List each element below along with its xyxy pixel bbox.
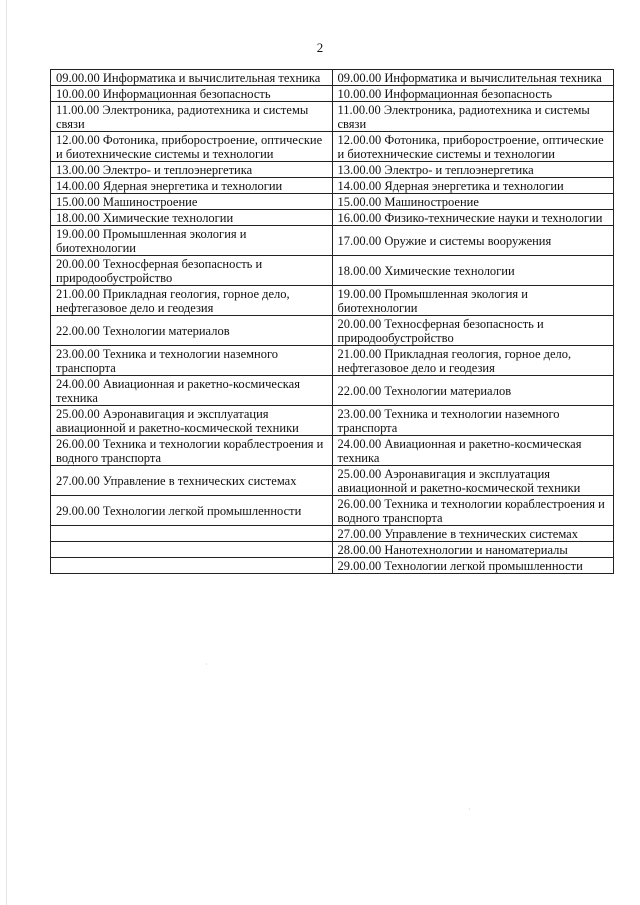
left-column-cell: 29.00.00 Технологии легкой промышленности	[51, 496, 333, 526]
right-column-cell: 21.00.00 Прикладная геология, горное дело, нефтегазовое дело и геодезия	[332, 346, 614, 376]
right-column-cell: 24.00.00 Авиационная и ракетно-космическая техника	[332, 436, 614, 466]
table-row	[51, 256, 614, 286]
table-row	[51, 496, 614, 526]
right-column-cell: 11.00.00 Электроника, радиотехника и системы связи	[332, 102, 614, 132]
left-column-cell	[51, 542, 333, 558]
left-column-cell: 15.00.00 Машиностроение	[51, 194, 333, 210]
table-row	[51, 86, 614, 102]
right-column-cell: 29.00.00 Технологии легкой промышленности	[332, 558, 614, 574]
table-row	[51, 316, 614, 346]
table-row	[51, 466, 614, 496]
left-column-cell: 20.00.00 Техносферная безопасность и природообустройство	[51, 256, 333, 286]
right-column-cell: 22.00.00 Технологии материалов	[332, 376, 614, 406]
left-column-cell: 19.00.00 Промышленная экология и биотехнологии	[51, 226, 333, 256]
left-column-cell: 22.00.00 Технологии материалов	[51, 316, 333, 346]
table-row	[51, 406, 614, 436]
scan-speck: ·	[468, 805, 471, 814]
right-column-cell: 28.00.00 Нанотехнологии и наноматериалы	[332, 542, 614, 558]
right-column-cell: 25.00.00 Аэронавигация и эксплуатация авиационной и ракетно-космической техники	[332, 466, 614, 496]
left-column-cell: 23.00.00 Техника и технологии наземного транспорта	[51, 346, 333, 376]
table-row	[51, 226, 614, 256]
left-column-cell: 14.00.00 Ядерная энергетика и технологии	[51, 178, 333, 194]
left-column-cell: 21.00.00 Прикладная геология, горное дело, нефтегазовое дело и геодезия	[51, 286, 333, 316]
table-row	[51, 102, 614, 132]
table-row	[51, 132, 614, 162]
left-column-cell: 13.00.00 Электро- и теплоэнергетика	[51, 162, 333, 178]
right-column-cell: 17.00.00 Оружие и системы вооружения	[332, 226, 614, 256]
right-column-cell: 12.00.00 Фотоника, приборостроение, оптические и биотехнические системы и технологии	[332, 132, 614, 162]
table-row	[51, 286, 614, 316]
right-column-cell: 15.00.00 Машиностроение	[332, 194, 614, 210]
table-row	[51, 526, 614, 542]
table-row	[51, 436, 614, 466]
table-row	[51, 70, 614, 86]
left-column-cell	[51, 558, 333, 574]
table-row	[51, 542, 614, 558]
right-column-cell: 26.00.00 Техника и технологии кораблестроения и водного транспорта	[332, 496, 614, 526]
left-column-cell: 11.00.00 Электроника, радиотехника и системы связи	[51, 102, 333, 132]
left-column-cell: 25.00.00 Аэронавигация и эксплуатация авиационной и ракетно-космической техники	[51, 406, 333, 436]
scan-speck: ·	[205, 660, 208, 669]
left-column-cell	[51, 526, 333, 542]
table-body	[51, 70, 614, 574]
right-column-cell: 16.00.00 Физико-технические науки и технологии	[332, 210, 614, 226]
right-column-cell: 13.00.00 Электро- и теплоэнергетика	[332, 162, 614, 178]
right-column-cell: 19.00.00 Промышленная экология и биотехнологии	[332, 286, 614, 316]
table-row	[51, 346, 614, 376]
right-column-cell: 18.00.00 Химические технологии	[332, 256, 614, 286]
scan-edge-line	[6, 0, 7, 905]
left-column-cell: 26.00.00 Техника и технологии кораблестроения и водного транспорта	[51, 436, 333, 466]
right-column-cell: 14.00.00 Ядерная энергетика и технологии	[332, 178, 614, 194]
right-column-cell: 20.00.00 Техносферная безопасность и природообустройство	[332, 316, 614, 346]
table-row	[51, 194, 614, 210]
left-column-cell: 12.00.00 Фотоника, приборостроение, оптические и биотехнические системы и технологии	[51, 132, 333, 162]
right-column-cell: 10.00.00 Информационная безопасность	[332, 86, 614, 102]
left-column-cell: 18.00.00 Химические технологии	[51, 210, 333, 226]
left-column-cell: 27.00.00 Управление в технических системах	[51, 466, 333, 496]
page-number: 2	[316, 40, 324, 55]
right-column-cell: 23.00.00 Техника и технологии наземного транспорта	[332, 406, 614, 436]
left-column-cell: 24.00.00 Авиационная и ракетно-космическая техника	[51, 376, 333, 406]
table-row	[51, 558, 614, 574]
table-row	[51, 376, 614, 406]
table-row	[51, 162, 614, 178]
left-column-cell: 10.00.00 Информационная безопасность	[51, 86, 333, 102]
table-row	[51, 210, 614, 226]
table-row	[51, 178, 614, 194]
right-column-cell: 09.00.00 Информатика и вычислительная техника	[332, 70, 614, 86]
left-column-cell: 09.00.00 Информатика и вычислительная техника	[51, 70, 333, 86]
right-column-cell: 27.00.00 Управление в технических системах	[332, 526, 614, 542]
specialty-comparison-table	[50, 69, 614, 574]
